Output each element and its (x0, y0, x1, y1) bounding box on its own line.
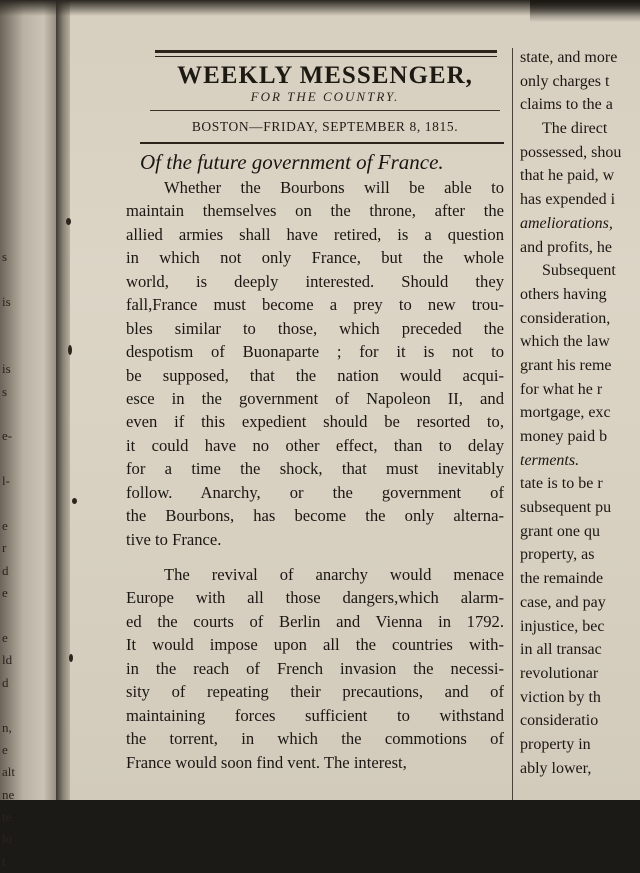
adjacent-column-text (520, 46, 640, 780)
adjacent-column-line: The direct (542, 120, 608, 138)
article-line: maintaining forces sufficient to withstand (126, 705, 504, 725)
facing-page-fragment (2, 224, 56, 246)
adjacent-column-line: terments. (520, 451, 580, 469)
facing-page-fragment: lo (2, 831, 13, 847)
facing-page-fragment: e (2, 741, 8, 757)
corner-shadow (530, 0, 640, 22)
facing-page-fragment: e- (2, 428, 13, 444)
facing-page-fragment (2, 67, 56, 89)
article-line: follow. Anarchy, or the government of (126, 482, 504, 502)
facing-page-fragment (2, 90, 56, 112)
article-line: fall,France must become a prey to new trou- (126, 295, 504, 315)
paragraph-2 (126, 563, 504, 774)
article-line: despotism of Buonaparte ; for it is not to (126, 342, 504, 362)
facing-page-fragment (2, 605, 56, 627)
adjacent-column-line: that he paid, w (520, 167, 615, 185)
facing-page-fragment: alt (2, 764, 15, 780)
article-line: France would soon find vent. The interest, (126, 752, 407, 772)
article-line: esce in the government of Napoleon II, and (126, 388, 504, 408)
adjacent-column-line: others having (520, 285, 607, 303)
adjacent-column-line: ameliorations, (520, 214, 613, 232)
adjacent-column-line: grant one qu (520, 522, 600, 540)
facing-page-fragment: e (2, 585, 8, 601)
article-line: bles similar to those, which preceded the (126, 318, 504, 338)
article-line: for a time the shock, that must inevitably (126, 459, 504, 479)
masthead-subtitle: FOR THE COUNTRY. (250, 89, 400, 104)
facing-page-fragment: r (2, 540, 7, 556)
facing-page-edge (0, 0, 58, 869)
facing-page-fragment: is (2, 361, 11, 377)
adjacent-column-line: revolutionar (520, 664, 599, 682)
paragraph-gap (126, 551, 504, 563)
article-line: The revival of anarchy would menace (164, 565, 504, 584)
masthead-title: WEEKLY MESSENGER, (177, 62, 473, 89)
article-line: it could have no other effect, than to delay (126, 435, 504, 455)
facing-page-fragment: d (2, 562, 9, 578)
facing-page-fragment: e (2, 629, 8, 645)
adjacent-column-line: tate is to be r (520, 475, 603, 493)
article-line: world, is deeply interested. Should they (126, 271, 504, 291)
column-rule (512, 48, 513, 800)
facing-page-fragment: is (2, 294, 11, 310)
article-line: Europe with all those dangers,which alarm- (126, 588, 504, 608)
facing-page-fragment (2, 112, 56, 134)
adjacent-column-line: state, and more (520, 49, 618, 66)
article-line: ed the courts of Berlin and Vienna in 1792. (126, 611, 504, 631)
facing-page-fragment: te (2, 809, 12, 825)
facing-page-fragment: d (2, 674, 9, 690)
adjacent-column-line: injustice, bec (520, 617, 605, 635)
facing-page-fragment (2, 179, 56, 201)
article-headline: Of the future government of France. (140, 150, 444, 174)
ink-spot (66, 218, 71, 225)
masthead-rule-thick (155, 50, 497, 53)
adjacent-column-line: consideratio (520, 712, 599, 730)
facing-page-fragment (2, 22, 56, 44)
article-line: the torrent, in which the commotions of (126, 729, 504, 749)
adjacent-column-line: consideration, (520, 309, 611, 327)
facing-page-fragment (2, 45, 56, 67)
article-line: allied armies shall have retired, is a question (126, 224, 504, 244)
article-line: tive to France. (126, 529, 222, 549)
adjacent-column-line: only charges t (520, 72, 610, 90)
dateline: BOSTON—FRIDAY, SEPTEMBER 8, 1815. (191, 119, 459, 134)
ink-spot (68, 345, 72, 355)
dateline-rule-top (150, 110, 500, 111)
facing-page-fragment (2, 269, 56, 291)
adjacent-column-line: Subsequent (542, 262, 616, 280)
adjacent-column-line: ably lower, (520, 759, 592, 777)
facing-page-text-fragments (2, 0, 56, 873)
adjacent-column-line: grant his reme (520, 356, 612, 374)
masthead-rule-thin (155, 56, 497, 57)
facing-page-fragment: ld (2, 652, 13, 668)
facing-page-fragment (2, 694, 56, 716)
facing-page-fragment (2, 493, 56, 515)
facing-page-fragment: s (2, 383, 8, 399)
facing-page-fragment (2, 336, 56, 358)
article-line: be supposed, that the nation would acqui- (126, 365, 504, 385)
paragraph-1 (126, 176, 504, 551)
facing-page-fragment (2, 403, 56, 425)
adjacent-column-line: possessed, shou (520, 143, 622, 161)
adjacent-column-line: claims to the a (520, 96, 613, 114)
adjacent-column-line: in all transac (520, 641, 602, 659)
facing-page-fragment: e (2, 517, 8, 533)
facing-page-fragment: n, (2, 719, 12, 735)
article-line: maintain themselves on the throne, after the (126, 201, 504, 221)
adjacent-column-line: has expended i (520, 191, 616, 209)
dateline-rule-bottom (140, 142, 504, 144)
adjacent-column-line: property, as (520, 546, 595, 564)
ink-spot (69, 654, 73, 662)
facing-page-fragment: ne (2, 786, 15, 802)
article-body (126, 176, 504, 774)
adjacent-column-line: which the law (520, 333, 610, 351)
adjacent-column-line: viction by th (520, 688, 601, 706)
facing-page-fragment (2, 134, 56, 156)
adjacent-column-line: property in (520, 735, 591, 753)
article-line: It would impose upon all the countries with- (126, 635, 504, 655)
adjacent-column-line: subsequent pu (520, 499, 612, 517)
article-line: even if this expedient should be resorted to, (126, 412, 504, 432)
article-line: the Bourbons, has become the only alterna- (126, 506, 504, 526)
article-line: in the reach of French invasion the necessi- (126, 658, 504, 678)
ink-spot (72, 498, 77, 504)
article-line: sity of repeating their precautions, and of (126, 682, 504, 702)
adjacent-column-line: the remainde (520, 570, 604, 588)
article-line: in which not only France, but the whole (126, 248, 504, 268)
adjacent-column-line: case, and pay (520, 593, 606, 611)
facing-page-fragment: s (2, 249, 8, 265)
facing-page-fragment (2, 313, 56, 335)
adjacent-column-line: and profits, he (520, 238, 612, 256)
facing-page-fragment: l- (2, 473, 10, 489)
adjacent-column-line: money paid b (520, 428, 608, 445)
facing-page-fragment (2, 202, 56, 224)
facing-page-fragment (2, 157, 56, 179)
adjacent-column-line: for what he r (520, 380, 603, 398)
facing-page-fragment (2, 448, 56, 470)
article-line: Whether the Bourbons will be able to (164, 178, 504, 197)
facing-page-fragment: t (2, 853, 6, 869)
adjacent-column-line: mortgage, exc (520, 404, 611, 422)
